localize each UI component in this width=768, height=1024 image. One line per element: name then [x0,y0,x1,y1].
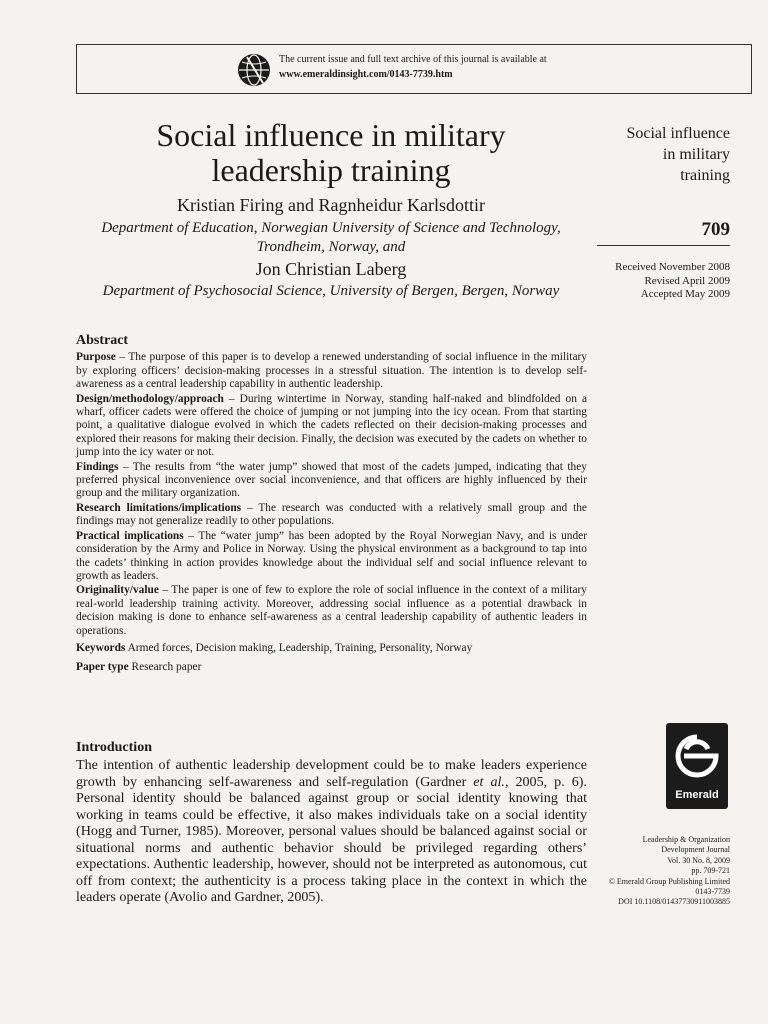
article-title [76,118,586,188]
date-revised: Revised April 2009 [644,274,730,287]
abstract [76,334,587,676]
affiliation-secondary: Department of Psychosocial Science, University of Bergen, Bergen, Norway [102,283,560,299]
introduction-heading: Introduction [76,740,152,755]
emerald-logo-text: Emerald [675,789,719,801]
abstract-originality: Originality/value – The paper is one of few to explore the role of social influence in the context of a military real-world leadership training activity. Moreover, addressing social influence as a potential drawback in decision making is done to enhance self-awareness as a central leadership capability of authentic leaders in operations. [76,584,587,637]
banner-text: The current issue and full text archive of this journal is available at [279,54,547,65]
date-received: Received November 2008 [615,261,730,273]
paper-type: Paper type Research paper [76,661,202,674]
globe-icon [237,53,271,87]
abstract-design: Design/methodology/approach – During wintertime in Norway, standing half-naked and blindfolded on a wharf, officer cadets were offered the choice of jumping or not jumping into the icy ocean. From that starting point, a qualitative dialogue evolved in which the cadets reflected on their decision-making processes and explored their reasons for making their decision. Finally, the decision was executed by the cadets on whether to jump into the icy water or not. [76,392,587,459]
affiliation-line-1: Department of Education, Norwegian University of Science and Technology, [101,220,561,236]
introduction [76,740,587,906]
title-line-1: Social influence in military [156,117,506,153]
running-title-line-1: Social influence [626,125,730,142]
keywords: Keywords Armed forces, Decision making, Leadership, Training, Personality, Norway [76,641,473,654]
abstract-limitations: Research limitations/implications – The research was conducted with a relatively small group and the findings may not generalize readily to other populations. [76,501,587,528]
title-line-2: leadership training [211,152,451,188]
page-number: 709 [701,219,730,240]
submission-dates [615,261,730,302]
authors-primary: Kristian Firing and Ragnheidur Karlsdottir [177,195,485,215]
abstract-heading: Abstract [76,333,129,348]
emerald-logo [666,723,728,809]
abstract-practical: Practical implications – The “water jump” has been adopted by the Royal Norwegian Navy, and is under consideration by the Army and Police in Norway. Using the physical environment as a background to tap into the cadets’ thinking in action provides knowledge about the individual self and social influence relevant to growth as leaders. [76,529,588,582]
emerald-logo-icon [674,731,720,781]
abstract-findings: Findings – The results from “the water jump” showed that most of the cadets jumped, indicating that they preferred physical inconvenience over social inconvenience, and that officers are highly influenced by their group and the military organization. [76,460,587,500]
authors-secondary: Jon Christian Laberg [255,259,407,279]
running-title-line-3: training [680,167,730,184]
abstract-purpose: Purpose – The purpose of this paper is to develop a renewed understanding of social influence in the military by exploring officers’ decision-making processes in a stressful situation. The intention is to develop self-awareness as a central leadership capability in authentic leadership. [76,351,587,391]
date-accepted: Accepted May 2009 [640,288,730,300]
journal-banner [76,44,752,94]
affiliation-line-2: Trondheim, Norway, and [256,239,406,255]
running-title [550,123,730,186]
journal-info: Leadership & Organization Development Journal Vol. 30 No. 8, 2009 pp. 709-721 © Emerald Group Publishing Limited 0143-7739 DOI 10.1108/01437730911003885 [608,835,730,907]
running-title-line-2: in military [662,146,730,163]
banner-url[interactable]: www.emeraldinsight.com/0143-7739.htm [279,69,453,80]
side-divider [597,245,730,246]
introduction-paragraph: The intention of authentic leadership development could be to make leaders experience growth by enhancing self-awareness and self-regulation (Gardner et al., 2005, p. 6). Personal identity should be balanced against group or social identity knowing that working in teams could be effective, it also makes individuals take on a social identity (Hogg and Turner, 1985). Moreover, personal values should be balanced against social or situational norms and authentic behavior should be privileged regarding others’ expectations. Authentic leadership, however, should not be interpreted as autonomous, cut off from context; the authenticity is a process taking place in the context in which the leaders operate (Avolio and Gardner, 2005). [76,757,587,905]
affiliation-primary [76,219,586,257]
